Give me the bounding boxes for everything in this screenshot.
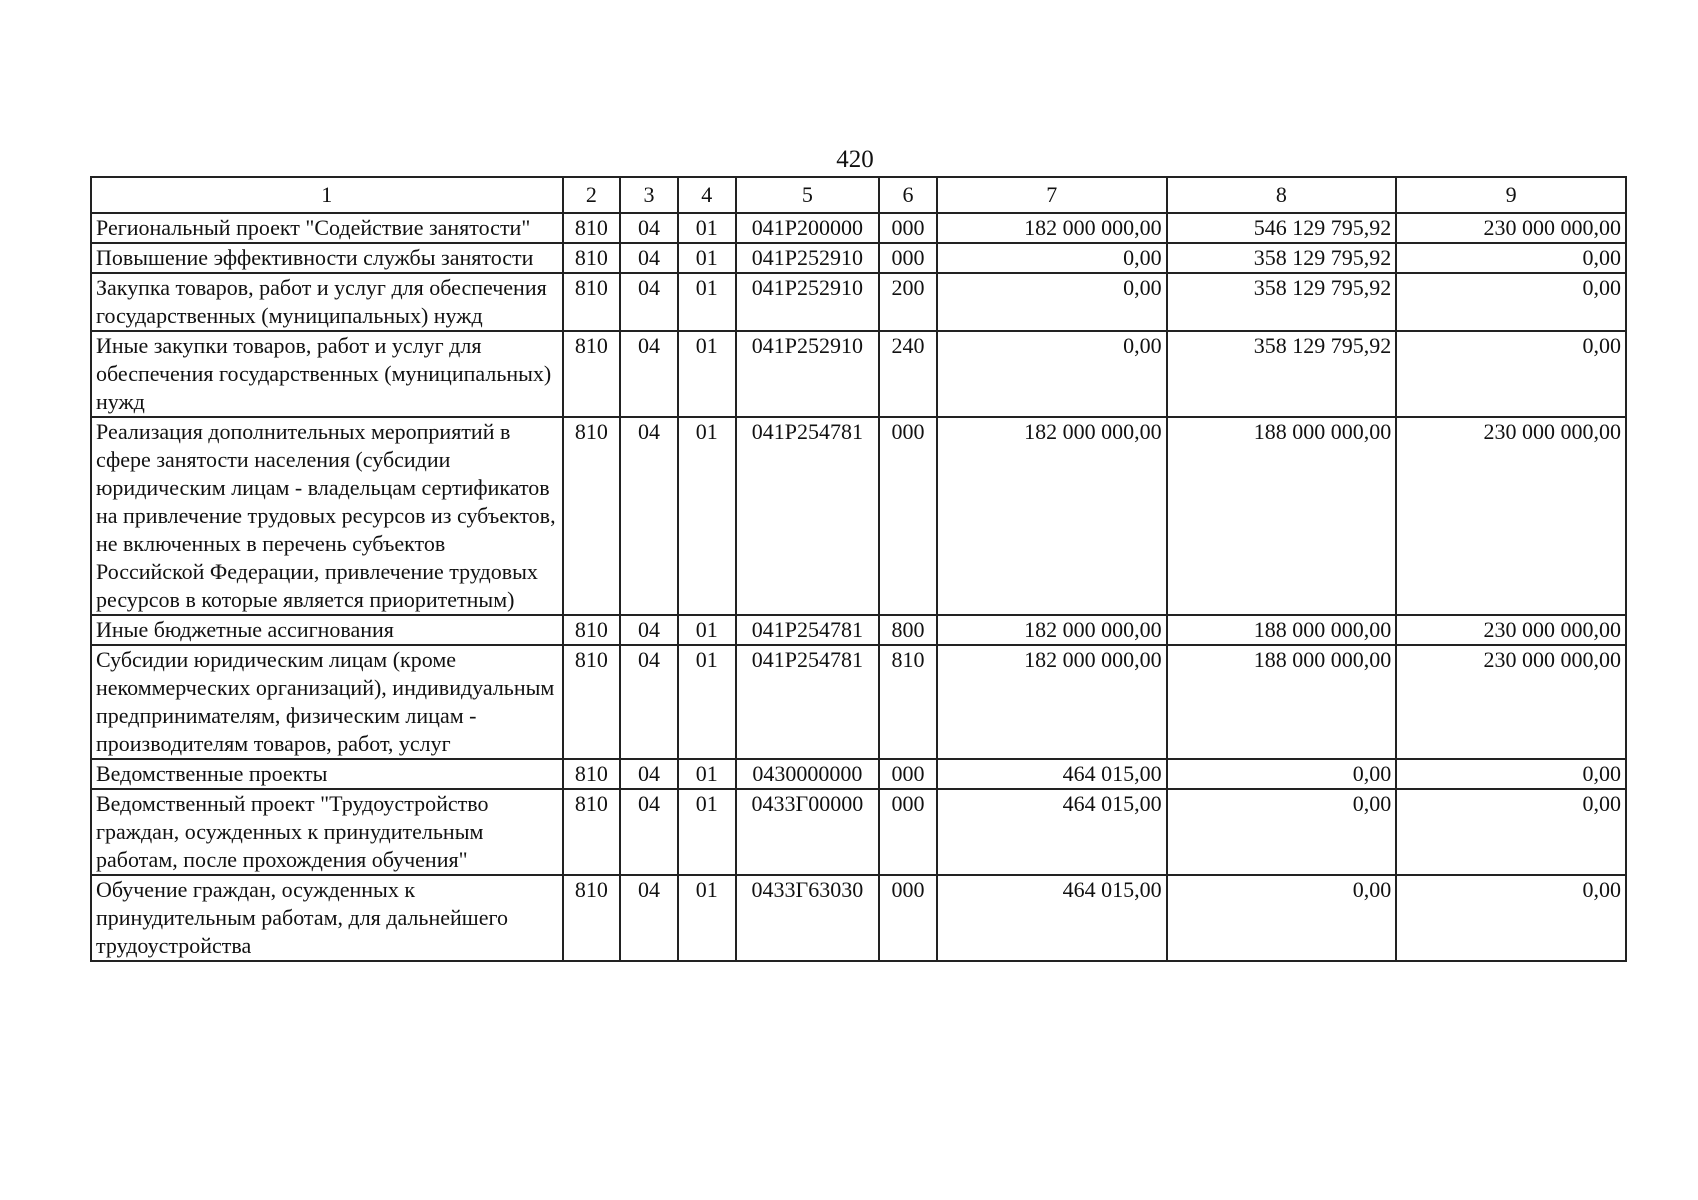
table-row (91, 273, 1626, 331)
table-row (91, 875, 1626, 961)
header-row (91, 177, 1626, 213)
row-amount-9: 230 000 000,00 (1396, 645, 1626, 759)
row-code-6: 000 (879, 759, 937, 789)
row-code-3: 04 (620, 243, 678, 273)
row-amount-7: 0,00 (937, 273, 1167, 331)
row-code-4: 01 (678, 243, 736, 273)
row-amount-7: 182 000 000,00 (937, 213, 1167, 243)
row-code-4: 01 (678, 213, 736, 243)
row-code-6: 000 (879, 417, 937, 615)
row-amount-8: 546 129 795,92 (1167, 213, 1397, 243)
row-amount-9: 0,00 (1396, 789, 1626, 875)
row-code-3: 04 (620, 789, 678, 875)
row-code-2: 810 (563, 213, 621, 243)
row-code-6: 000 (879, 213, 937, 243)
row-code-5: 041P254781 (736, 645, 880, 759)
table-row (91, 331, 1626, 417)
row-code-5: 041P252910 (736, 331, 880, 417)
table-row (91, 243, 1626, 273)
row-name: Обучение граждан, осужденных к принудительным работам, для дальнейшего трудоустройства (91, 875, 563, 961)
row-amount-7: 0,00 (937, 331, 1167, 417)
row-amount-8: 188 000 000,00 (1167, 417, 1397, 615)
row-code-5: 0433Г00000 (736, 789, 880, 875)
row-amount-9: 0,00 (1396, 875, 1626, 961)
row-amount-9: 0,00 (1396, 243, 1626, 273)
table-row (91, 615, 1626, 645)
row-code-2: 810 (563, 417, 621, 615)
row-name: Субсидии юридическим лицам (кроме некоммерческих организаций), индивидуальным предпринимателям, физическим лицам - производителям товаров, работ, услуг (91, 645, 563, 759)
header-col-8: 8 (1167, 177, 1397, 213)
table-row (91, 789, 1626, 875)
row-code-5: 041P200000 (736, 213, 880, 243)
row-amount-9: 0,00 (1396, 759, 1626, 789)
row-amount-7: 0,00 (937, 243, 1167, 273)
row-amount-8: 358 129 795,92 (1167, 273, 1397, 331)
row-amount-7: 182 000 000,00 (937, 615, 1167, 645)
row-code-2: 810 (563, 273, 621, 331)
header-col-6: 6 (879, 177, 937, 213)
row-code-2: 810 (563, 331, 621, 417)
header-col-5: 5 (736, 177, 880, 213)
row-amount-9: 0,00 (1396, 273, 1626, 331)
row-code-5: 041P254781 (736, 417, 880, 615)
row-code-4: 01 (678, 417, 736, 615)
row-name: Региональный проект "Содействие занятости" (91, 213, 563, 243)
row-name: Ведомственные проекты (91, 759, 563, 789)
header-col-2: 2 (563, 177, 621, 213)
row-amount-8: 0,00 (1167, 789, 1397, 875)
header-col-3: 3 (620, 177, 678, 213)
row-code-2: 810 (563, 243, 621, 273)
table-row (91, 645, 1626, 759)
row-code-3: 04 (620, 213, 678, 243)
table-row (91, 759, 1626, 789)
row-code-3: 04 (620, 273, 678, 331)
row-amount-8: 358 129 795,92 (1167, 331, 1397, 417)
row-amount-9: 230 000 000,00 (1396, 213, 1626, 243)
row-code-6: 200 (879, 273, 937, 331)
row-amount-7: 182 000 000,00 (937, 645, 1167, 759)
row-code-5: 041P252910 (736, 243, 880, 273)
row-amount-8: 358 129 795,92 (1167, 243, 1397, 273)
row-code-5: 0433Г63030 (736, 875, 880, 961)
header-col-9: 9 (1396, 177, 1626, 213)
row-code-4: 01 (678, 273, 736, 331)
row-amount-8: 188 000 000,00 (1167, 615, 1397, 645)
row-name: Иные закупки товаров, работ и услуг для обеспечения государственных (муниципальных) нужд (91, 331, 563, 417)
row-code-2: 810 (563, 875, 621, 961)
row-code-6: 240 (879, 331, 937, 417)
row-code-3: 04 (620, 875, 678, 961)
row-code-2: 810 (563, 645, 621, 759)
row-code-3: 04 (620, 645, 678, 759)
row-code-3: 04 (620, 331, 678, 417)
budget-table (90, 176, 1627, 962)
row-amount-7: 464 015,00 (937, 759, 1167, 789)
table-row (91, 213, 1626, 243)
row-code-2: 810 (563, 759, 621, 789)
row-amount-7: 464 015,00 (937, 875, 1167, 961)
row-amount-7: 464 015,00 (937, 789, 1167, 875)
row-name: Закупка товаров, работ и услуг для обеспечения государственных (муниципальных) нужд (91, 273, 563, 331)
row-code-2: 810 (563, 615, 621, 645)
row-amount-8: 0,00 (1167, 875, 1397, 961)
header-col-4: 4 (678, 177, 736, 213)
header-col-7: 7 (937, 177, 1167, 213)
row-amount-8: 188 000 000,00 (1167, 645, 1397, 759)
row-code-4: 01 (678, 875, 736, 961)
row-code-4: 01 (678, 645, 736, 759)
row-code-6: 810 (879, 645, 937, 759)
table-row (91, 417, 1626, 615)
row-name: Ведомственный проект "Трудоустройство граждан, осужденных к принудительным работам, после прохождения обучения" (91, 789, 563, 875)
row-code-4: 01 (678, 615, 736, 645)
row-code-6: 000 (879, 875, 937, 961)
row-code-5: 041P252910 (736, 273, 880, 331)
row-code-6: 800 (879, 615, 937, 645)
row-code-4: 01 (678, 789, 736, 875)
row-name: Повышение эффективности службы занятости (91, 243, 563, 273)
row-code-3: 04 (620, 417, 678, 615)
row-code-5: 0430000000 (736, 759, 880, 789)
row-name: Реализация дополнительных мероприятий в сфере занятости населения (субсидии юридическим лицам - владельцам сертификатов на привлечение трудовых ресурсов из субъектов, не включенных в перечень субъектов Российской Федерации, привлечение трудовых ресурсов в которые является приоритетным) (91, 417, 563, 615)
row-code-3: 04 (620, 615, 678, 645)
row-amount-8: 0,00 (1167, 759, 1397, 789)
row-amount-9: 230 000 000,00 (1396, 615, 1626, 645)
row-amount-9: 0,00 (1396, 331, 1626, 417)
row-name: Иные бюджетные ассигнования (91, 615, 563, 645)
row-amount-9: 230 000 000,00 (1396, 417, 1626, 615)
row-code-2: 810 (563, 789, 621, 875)
row-code-5: 041P254781 (736, 615, 880, 645)
page-number: 420 (836, 146, 874, 173)
row-code-6: 000 (879, 243, 937, 273)
row-code-4: 01 (678, 759, 736, 789)
row-amount-7: 182 000 000,00 (937, 417, 1167, 615)
row-code-3: 04 (620, 759, 678, 789)
row-code-6: 000 (879, 789, 937, 875)
header-col-1: 1 (91, 177, 563, 213)
row-code-4: 01 (678, 331, 736, 417)
